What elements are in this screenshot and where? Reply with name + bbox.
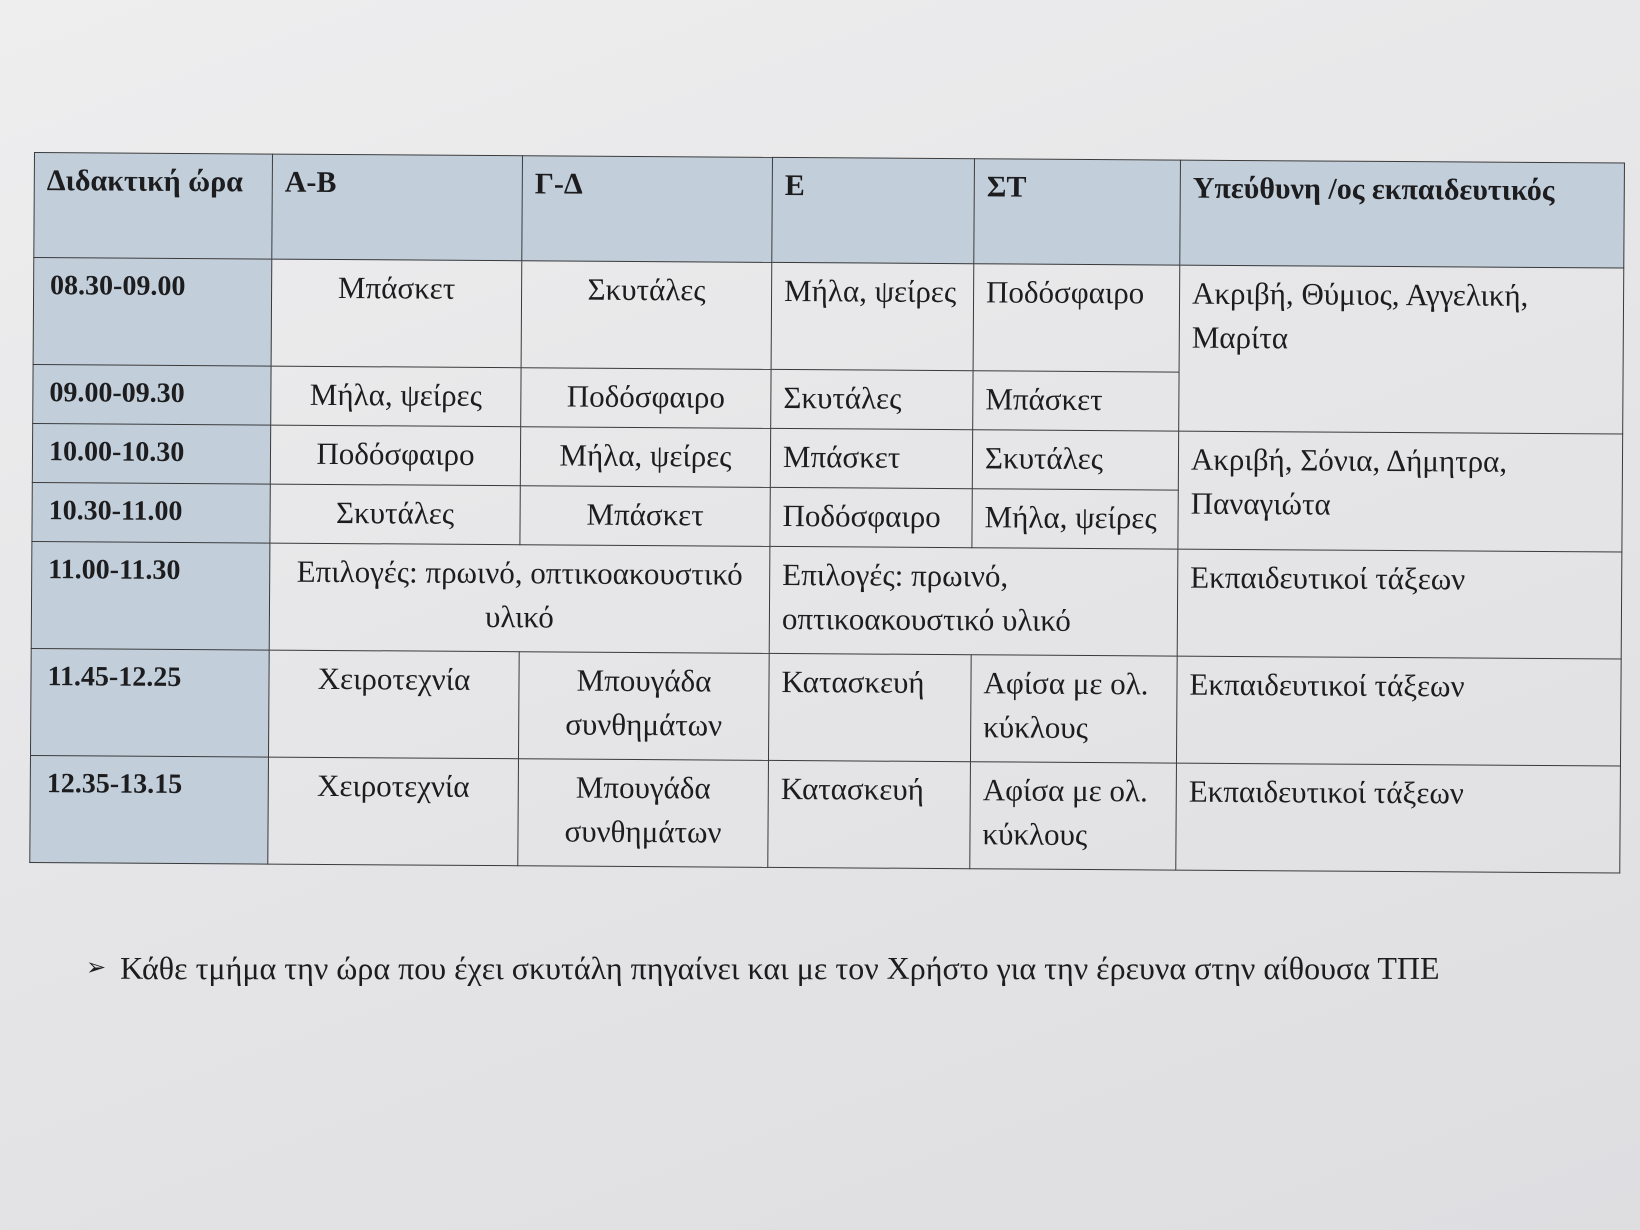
cell-gd: Σκυτάλες xyxy=(521,261,772,370)
cell-st: Μήλα, ψείρες xyxy=(972,489,1178,549)
header-gd: Γ-Δ xyxy=(522,156,773,263)
cell-ab: Χειροτεχνία xyxy=(268,650,519,759)
time-cell: 09.00-09.30 xyxy=(33,364,271,425)
cell-ab: Μήλα, ψείρες xyxy=(271,366,521,427)
cell-ab: Σκυτάλες xyxy=(270,484,520,545)
cell-gd: Ποδόσφαιρο xyxy=(521,368,771,429)
table-row xyxy=(31,541,1622,659)
cell-gd: Μπουγάδα συνθημάτων xyxy=(518,652,769,761)
time-cell: 10.30-11.00 xyxy=(32,482,270,543)
cell-e: Μπάσκετ xyxy=(770,428,972,488)
cell-ab: Ποδόσφαιρο xyxy=(270,425,520,486)
time-cell: 10.00-10.30 xyxy=(32,423,270,484)
cell-teacher: Ακριβή, Σόνια, Δήμητρα, Παναγιώτα xyxy=(1178,431,1623,552)
header-ab: Α-Β xyxy=(272,154,523,261)
table-row xyxy=(30,648,1621,766)
cell-e: Κατασκευή xyxy=(768,760,971,868)
table-row xyxy=(30,755,1621,873)
table-row xyxy=(33,258,1624,376)
time-cell: 11.00-11.30 xyxy=(31,541,270,650)
time-cell: 12.35-13.15 xyxy=(30,755,269,864)
cell-gd: Μήλα, ψείρες xyxy=(520,427,770,488)
cell-e: Σκυτάλες xyxy=(771,369,973,429)
time-cell: 08.30-09.00 xyxy=(33,258,272,367)
cell-st: Αφίσα με ολ. κύκλους xyxy=(970,655,1177,763)
cell-teacher: Εκπαιδευτικοί τάξεων xyxy=(1177,549,1622,659)
table-row xyxy=(32,423,1622,493)
header-time: Διδακτική ώρα xyxy=(34,153,273,260)
cell-gd: Μπάσκετ xyxy=(520,486,770,547)
cell-st: Ποδόσφαιρο xyxy=(973,264,1180,372)
cell-st: Μπάσκετ xyxy=(973,371,1179,431)
time-cell: 11.45-12.25 xyxy=(30,648,269,757)
cell-abgd: Επιλογές: πρωινό, οπτικοακουστικό υλικό xyxy=(269,543,770,653)
header-e: Ε xyxy=(772,157,975,263)
cell-ab: Μπάσκετ xyxy=(271,259,522,368)
cell-ab: Χειροτεχνία xyxy=(268,757,519,866)
cell-st: Σκυτάλες xyxy=(972,430,1178,490)
cell-teacher: Εκπαιδευτικοί τάξεων xyxy=(1176,656,1621,766)
footnote-text: Κάθε τμήμα την ώρα που έχει σκυτάλη πηγαίνει και με τον Χρήστο για την έρευνα στην αίθουσα ΤΠΕ xyxy=(120,950,1440,986)
cell-st: Αφίσα με ολ. κύκλους xyxy=(970,762,1177,870)
header-teacher: Υπεύθυνη /ος εκπαιδευτικός xyxy=(1180,160,1625,268)
table-header-row xyxy=(34,153,1625,269)
cell-gd: Μπουγάδα συνθημάτων xyxy=(518,759,769,868)
cell-e: Κατασκευή xyxy=(768,653,971,761)
cell-teacher: Ακριβή, Θύμιος, Αγγελική, Μαρίτα xyxy=(1179,265,1624,434)
footnote xyxy=(86,948,1440,988)
cell-est: Επιλογές: πρωινό, οπτικοακουστικό υλικό xyxy=(769,546,1178,656)
schedule-table xyxy=(29,152,1625,874)
cell-e: Ποδόσφαιρο xyxy=(770,487,972,547)
arrow-bullet-icon: ➢ xyxy=(86,955,107,981)
schedule-sheet xyxy=(29,152,1624,874)
header-st: ΣΤ xyxy=(974,159,1181,265)
cell-e: Μήλα, ψείρες xyxy=(771,262,974,370)
cell-teacher: Εκπαιδευτικοί τάξεων xyxy=(1176,763,1621,873)
